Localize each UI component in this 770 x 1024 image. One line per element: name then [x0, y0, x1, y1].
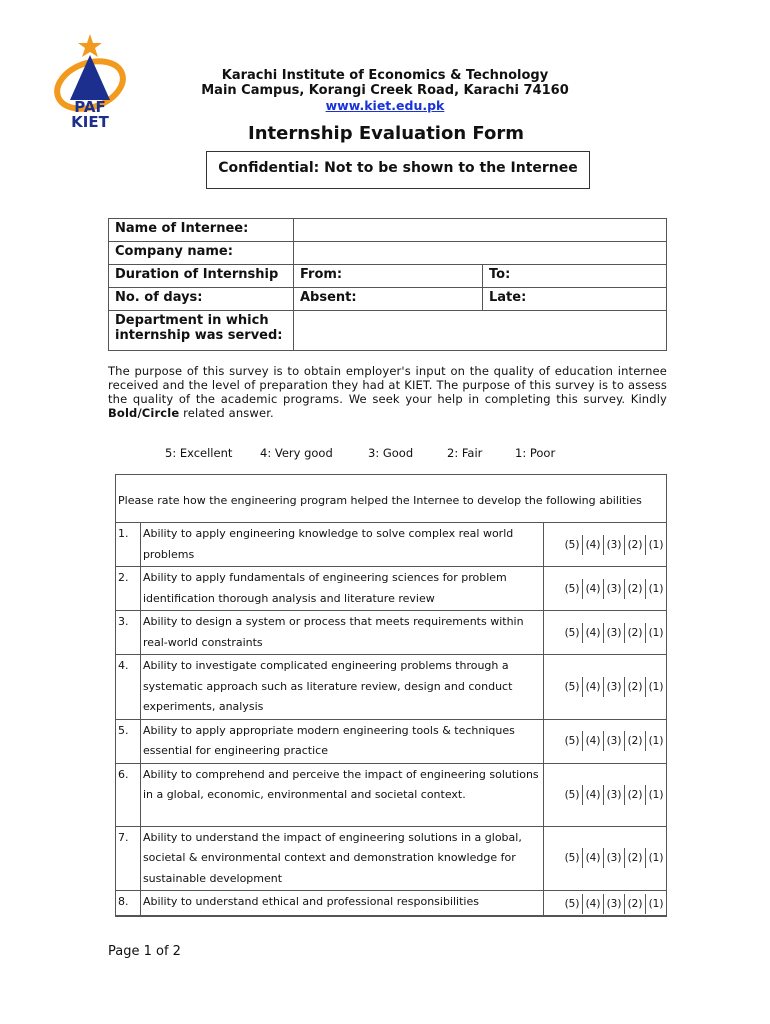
ability-number: 1.: [116, 523, 141, 567]
rating-option[interactable]: (2): [624, 535, 645, 555]
rating-options: [544, 611, 667, 655]
duration-label: Duration of Internship: [109, 265, 294, 288]
intro-text-end: related answer.: [179, 406, 274, 420]
rating-options: [544, 567, 667, 611]
rating-options: [544, 523, 667, 567]
rating-prompt: Please rate how the engineering program helped the Internee to develop the following abilities: [118, 494, 642, 507]
rating-option[interactable]: (4): [582, 731, 603, 751]
rating-option[interactable]: (1): [645, 785, 666, 805]
scale-fair: 2: Fair: [447, 446, 483, 460]
ability-row: [116, 763, 667, 826]
form-title: Internship Evaluation Form: [248, 123, 524, 144]
ability-row: [116, 523, 667, 567]
institute-name: Karachi Institute of Economics & Technology: [221, 68, 549, 83]
rating-option[interactable]: (4): [582, 848, 603, 868]
late-field[interactable]: Late:: [483, 288, 667, 311]
ability-number: 2.: [116, 567, 141, 611]
scale-very-good: 4: Very good: [260, 446, 333, 460]
rating-option[interactable]: (5): [564, 788, 580, 801]
rating-option[interactable]: (2): [624, 579, 645, 599]
to-field[interactable]: To:: [483, 265, 667, 288]
ability-number: 6.: [116, 763, 141, 826]
ability-text: Ability to understand ethical and professional responsibilities: [140, 891, 543, 917]
rating-option[interactable]: (3): [603, 894, 624, 914]
rating-option[interactable]: (1): [645, 848, 666, 868]
rating-option[interactable]: (3): [603, 848, 624, 868]
ability-row: [116, 655, 667, 720]
rating-option[interactable]: (2): [624, 894, 645, 914]
ability-text: Ability to understand the impact of engineering solutions in a global, societal & environmental context and demonstration knowledge for sustainable development: [140, 826, 543, 891]
from-field[interactable]: From:: [294, 265, 483, 288]
survey-intro: [108, 364, 667, 420]
abilities-table: [115, 522, 667, 917]
rating-option[interactable]: (5): [564, 852, 580, 865]
rating-option[interactable]: (3): [603, 623, 624, 643]
ability-number: 7.: [116, 826, 141, 891]
intro-text: The purpose of this survey is to obtain employer's input on the quality of education internee received and the level of preparation they had at KIET. The purpose of this survey is to assess the quality of the academic programs. We seek your help in completing this survey. Kindly: [108, 364, 667, 406]
rating-option[interactable]: (5): [564, 538, 580, 551]
rating-option[interactable]: (2): [624, 848, 645, 868]
rating-option[interactable]: (4): [582, 623, 603, 643]
company-label: Company name:: [109, 242, 294, 265]
ability-row: [116, 891, 667, 917]
ability-text: Ability to comprehend and perceive the impact of engineering solutions in a global, economic, environmental and societal context.: [140, 763, 543, 826]
ability-row: [116, 719, 667, 763]
ability-text: Ability to investigate complicated engineering problems through a systematic approach such as literature review, design and conduct experiments, analysis: [140, 655, 543, 720]
page-number: Page 1 of 2: [108, 944, 181, 959]
ability-text: Ability to apply appropriate modern engineering tools & techniques essential for engineering practice: [140, 719, 543, 763]
rating-options: [544, 826, 667, 891]
rating-option[interactable]: (4): [582, 579, 603, 599]
rating-option[interactable]: (3): [603, 785, 624, 805]
rating-option[interactable]: (4): [582, 894, 603, 914]
logo-text-paf: PAF: [74, 98, 106, 116]
name-label: Name of Internee:: [109, 219, 294, 242]
ability-row: [116, 611, 667, 655]
ability-number: 8.: [116, 891, 141, 917]
company-field[interactable]: [294, 242, 667, 265]
ability-row: [116, 826, 667, 891]
rating-option[interactable]: (1): [645, 731, 666, 751]
ability-text: Ability to apply fundamentals of engineering sciences for problem identification thorough analysis and literature review: [140, 567, 543, 611]
ability-row: [116, 567, 667, 611]
rating-option[interactable]: (3): [603, 535, 624, 555]
name-field[interactable]: [294, 219, 667, 242]
rating-option[interactable]: (1): [645, 623, 666, 643]
department-field[interactable]: [294, 311, 667, 351]
institute-website-link[interactable]: www.kiet.edu.pk: [325, 98, 445, 113]
ability-number: 3.: [116, 611, 141, 655]
rating-option[interactable]: (1): [645, 579, 666, 599]
ability-text: Ability to design a system or process that meets requirements within real-world constraints: [140, 611, 543, 655]
logo-text-kiet: KIET: [71, 113, 109, 130]
rating-option[interactable]: (3): [603, 677, 624, 697]
rating-option[interactable]: (2): [624, 677, 645, 697]
rating-option[interactable]: (2): [624, 785, 645, 805]
rating-option[interactable]: (4): [582, 677, 603, 697]
scale-good: 3: Good: [368, 446, 414, 460]
rating-option[interactable]: (5): [564, 680, 580, 693]
institute-header: [190, 68, 580, 114]
rating-option[interactable]: (1): [645, 677, 666, 697]
rating-options: [544, 719, 667, 763]
rating-option[interactable]: (1): [645, 535, 666, 555]
department-label: Department in which internship was served:: [109, 311, 294, 351]
rating-option[interactable]: (5): [564, 626, 580, 639]
rating-option[interactable]: (4): [582, 535, 603, 555]
kiet-logo: [50, 30, 130, 130]
rating-option[interactable]: (2): [624, 731, 645, 751]
ability-text: Ability to apply engineering knowledge to solve complex real world problems: [140, 523, 543, 567]
rating-option[interactable]: (2): [624, 623, 645, 643]
absent-field[interactable]: Absent:: [294, 288, 483, 311]
ability-number: 5.: [116, 719, 141, 763]
institute-address: Main Campus, Korangi Creek Road, Karachi 74160: [201, 83, 569, 98]
rating-option[interactable]: (3): [603, 579, 624, 599]
rating-options: [544, 655, 667, 720]
rating-option[interactable]: (4): [582, 785, 603, 805]
intro-bold: Bold/Circle: [108, 406, 180, 420]
rating-option[interactable]: (5): [564, 582, 580, 595]
internee-info-table: [108, 218, 667, 351]
rating-option[interactable]: (3): [603, 731, 624, 751]
rating-option[interactable]: (5): [564, 735, 580, 747]
ability-number: 4.: [116, 655, 141, 720]
rating-option[interactable]: (1): [645, 894, 666, 914]
rating-options: [544, 891, 667, 917]
rating-option[interactable]: (5): [564, 897, 580, 910]
scale-poor: 1: Poor: [515, 446, 556, 460]
confidential-note: Confidential: Not to be shown to the Internee: [206, 151, 590, 189]
scale-excellent: 5: Excellent: [165, 446, 233, 460]
rating-options: [544, 763, 667, 826]
days-label: No. of days:: [109, 288, 294, 311]
